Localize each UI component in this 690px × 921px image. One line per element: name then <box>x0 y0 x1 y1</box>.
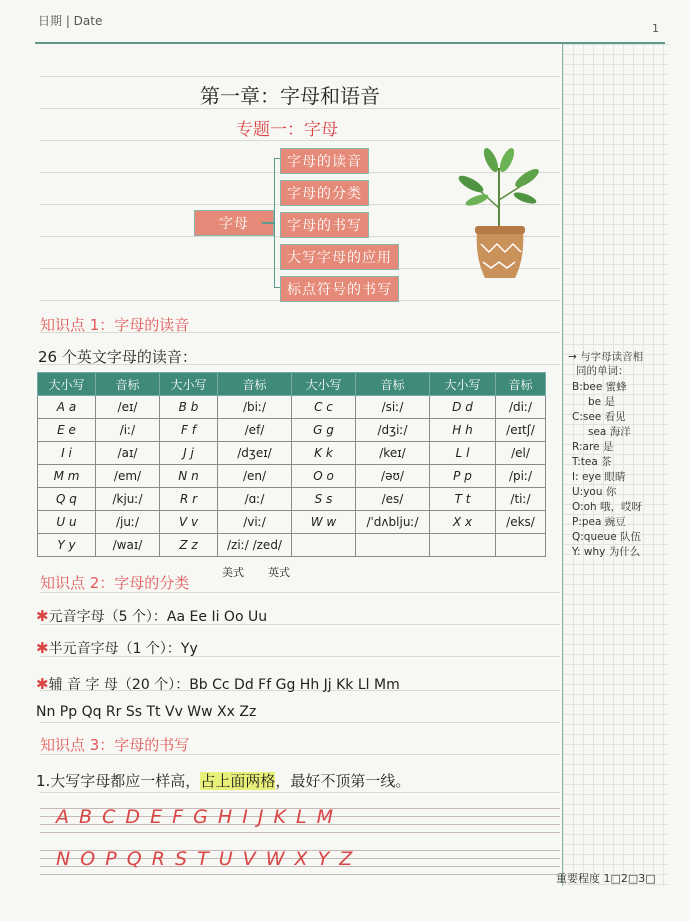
sidebar-title-1: → 与字母读音相 <box>568 351 644 363</box>
sidebar-word: R:are 是 <box>572 441 614 453</box>
phonetic-cell: /em/ <box>96 465 160 488</box>
phonetic-cell: /aɪ/ <box>96 442 160 465</box>
z-note-us: 美式 <box>222 566 244 579</box>
letter-cell: H h <box>430 419 496 442</box>
letter-cell: A a <box>38 396 96 419</box>
phonetic-cell: /ɑː/ <box>218 488 292 511</box>
phonetic-cell: /eɪ/ <box>96 396 160 419</box>
letter-cell: M m <box>38 465 96 488</box>
phonetic-cell: /eks/ <box>496 511 546 534</box>
mindmap-connector <box>262 222 274 224</box>
letter-cell: I i <box>38 442 96 465</box>
table-intro: 26 个英文字母的读音： <box>38 348 197 366</box>
letter-cell: T t <box>430 488 496 511</box>
letter-cell: S s <box>292 488 356 511</box>
ruled-line <box>40 76 560 77</box>
table-header-cell: 音标 <box>218 373 292 396</box>
letter-cell: U u <box>38 511 96 534</box>
phonetic-cell: /dʒeɪ/ <box>218 442 292 465</box>
phonetic-cell: /ef/ <box>218 419 292 442</box>
sidebar-word: C:see 看见 <box>572 411 626 423</box>
uppercase-row-2: N O P Q R S T U V W X Y Z <box>56 848 355 870</box>
vowels-line <box>36 606 267 626</box>
ruled-line <box>40 792 560 793</box>
sidebar-word: U:you 你 <box>572 486 617 498</box>
page-number: 1 <box>652 22 659 35</box>
table-row <box>38 511 546 534</box>
table-row <box>38 534 546 557</box>
table-header-cell: 音标 <box>96 373 160 396</box>
mindmap-branch-4: 大写字母的应用 <box>280 244 399 270</box>
letter-cell: J j <box>160 442 218 465</box>
section-heading-1: 知识点 1：字母的读音 <box>40 316 190 334</box>
writing-rule <box>36 770 410 791</box>
phonetic-cell: /tiː/ <box>496 488 546 511</box>
sidebar-word: Y: why 为什么 <box>572 546 641 558</box>
letter-cell: W w <box>292 511 356 534</box>
sidebar-title-2: 同的单词： <box>576 365 629 377</box>
guide-line <box>40 832 560 833</box>
phonetic-cell <box>496 534 546 557</box>
writing-rule-suffix: ，最好不顶第一线。 <box>275 772 411 790</box>
importance-rating: 重要程度 1□2□3□ <box>556 872 656 885</box>
phonetic-cell: /juː/ <box>96 511 160 534</box>
table-header-cell: 大小写 <box>430 373 496 396</box>
letter-cell: O o <box>292 465 356 488</box>
letter-cell: F f <box>160 419 218 442</box>
table-row <box>38 396 546 419</box>
table-header-cell: 音标 <box>496 373 546 396</box>
phonetic-cell <box>356 534 430 557</box>
table-header-cell: 大小写 <box>292 373 356 396</box>
letter-cell: Y y <box>38 534 96 557</box>
phonetic-cell: /eɪtʃ/ <box>496 419 546 442</box>
letter-cell: G g <box>292 419 356 442</box>
consonants-line-1 <box>36 674 400 694</box>
letter-cell: V v <box>160 511 218 534</box>
phonetic-cell: /biː/ <box>218 396 292 419</box>
potted-plant-icon <box>455 148 545 283</box>
star-icon: ✱ <box>36 607 49 625</box>
phonetic-cell: /viː/ <box>218 511 292 534</box>
phonetic-cell: /es/ <box>356 488 430 511</box>
date-label: 日期 | Date <box>38 14 103 28</box>
phonetic-cell: /ˈdʌbljuː/ <box>356 511 430 534</box>
letter-cell: Z z <box>160 534 218 557</box>
sidebar-word: sea 海洋 <box>588 426 631 438</box>
writing-rule-highlight: 占上面两格 <box>200 772 276 790</box>
sidebar-word: I: eye 眼睛 <box>572 471 626 483</box>
table-row <box>38 442 546 465</box>
sidebar-word: B:bee 蜜蜂 <box>572 381 627 393</box>
mindmap-branch-1: 字母的读音 <box>280 148 369 174</box>
page-title: 第一章：字母和语音 <box>200 84 380 108</box>
table-header-cell: 大小写 <box>38 373 96 396</box>
table-row <box>38 465 546 488</box>
ruled-line <box>40 722 560 723</box>
mindmap-branch-5: 标点符号的书写 <box>280 276 399 302</box>
sidebar-word: P:pea 豌豆 <box>572 516 626 528</box>
letter-cell <box>292 534 356 557</box>
writing-rule-prefix: 1.大写字母都应一样高， <box>36 772 201 790</box>
phonetic-cell: /ziː/ /zed/ <box>218 534 292 557</box>
phonetic-cell: /waɪ/ <box>96 534 160 557</box>
ruled-line <box>40 140 560 141</box>
letter-cell: K k <box>292 442 356 465</box>
page-subtitle: 专题一：字母 <box>236 120 338 140</box>
mindmap-branch-2: 字母的分类 <box>280 180 369 206</box>
letter-cell: C c <box>292 396 356 419</box>
phonetic-cell: /iː/ <box>96 419 160 442</box>
phonetic-cell: /siː/ <box>356 396 430 419</box>
letter-cell: Q q <box>38 488 96 511</box>
letter-cell: N n <box>160 465 218 488</box>
z-note-uk: 英式 <box>268 566 290 579</box>
sidebar-word: O:oh 哦，哎呀 <box>572 501 643 513</box>
section-heading-3: 知识点 3：字母的书写 <box>40 736 190 754</box>
table-header-row <box>38 373 546 396</box>
consonants-line-2: Nn Pp Qq Rr Ss Tt Vv Ww Xx Zz <box>36 704 257 720</box>
star-icon: ✱ <box>36 675 49 693</box>
table-header-cell: 大小写 <box>160 373 218 396</box>
semi-vowel-line <box>36 638 198 658</box>
letter-cell <box>430 534 496 557</box>
alphabet-table <box>37 372 546 557</box>
table-row <box>38 419 546 442</box>
letter-cell: X x <box>430 511 496 534</box>
phonetic-cell: /piː/ <box>496 465 546 488</box>
uppercase-row-1: A B C D E F G H I J K L M <box>56 806 335 828</box>
consonants-text-1: 辅 音 字 母（20 个）：Bb Cc Dd Ff Gg Hh Jj Kk Ll Mm <box>48 677 400 693</box>
letter-cell: B b <box>160 396 218 419</box>
table-row <box>38 488 546 511</box>
sidebar-word: be 是 <box>588 396 615 408</box>
phonetic-cell: /el/ <box>496 442 546 465</box>
sidebar-word: T:tea 茶 <box>572 456 612 468</box>
phonetic-cell: /keɪ/ <box>356 442 430 465</box>
phonetic-cell: /diː/ <box>496 396 546 419</box>
mindmap-root: 字母 <box>194 210 274 236</box>
letter-cell: P p <box>430 465 496 488</box>
letter-cell: D d <box>430 396 496 419</box>
letter-cell: R r <box>160 488 218 511</box>
mindmap-branch-3: 字母的书写 <box>280 212 369 238</box>
phonetic-cell: /kjuː/ <box>96 488 160 511</box>
table-header-cell: 音标 <box>356 373 430 396</box>
section-heading-2: 知识点 2：字母的分类 <box>40 574 190 592</box>
semi-vowel-text: 半元音字母（1 个）：Yy <box>48 641 198 657</box>
letter-cell: L l <box>430 442 496 465</box>
letter-cell: E e <box>38 419 96 442</box>
phonetic-cell: /dʒiː/ <box>356 419 430 442</box>
sidebar-word: Q:queue 队伍 <box>572 531 642 543</box>
vowels-text: 元音字母（5 个）：Aa Ee Ii Oo Uu <box>48 609 268 625</box>
star-icon: ✱ <box>36 639 49 657</box>
guide-line <box>40 874 560 875</box>
phonetic-cell: /əʊ/ <box>356 465 430 488</box>
phonetic-cell: /en/ <box>218 465 292 488</box>
